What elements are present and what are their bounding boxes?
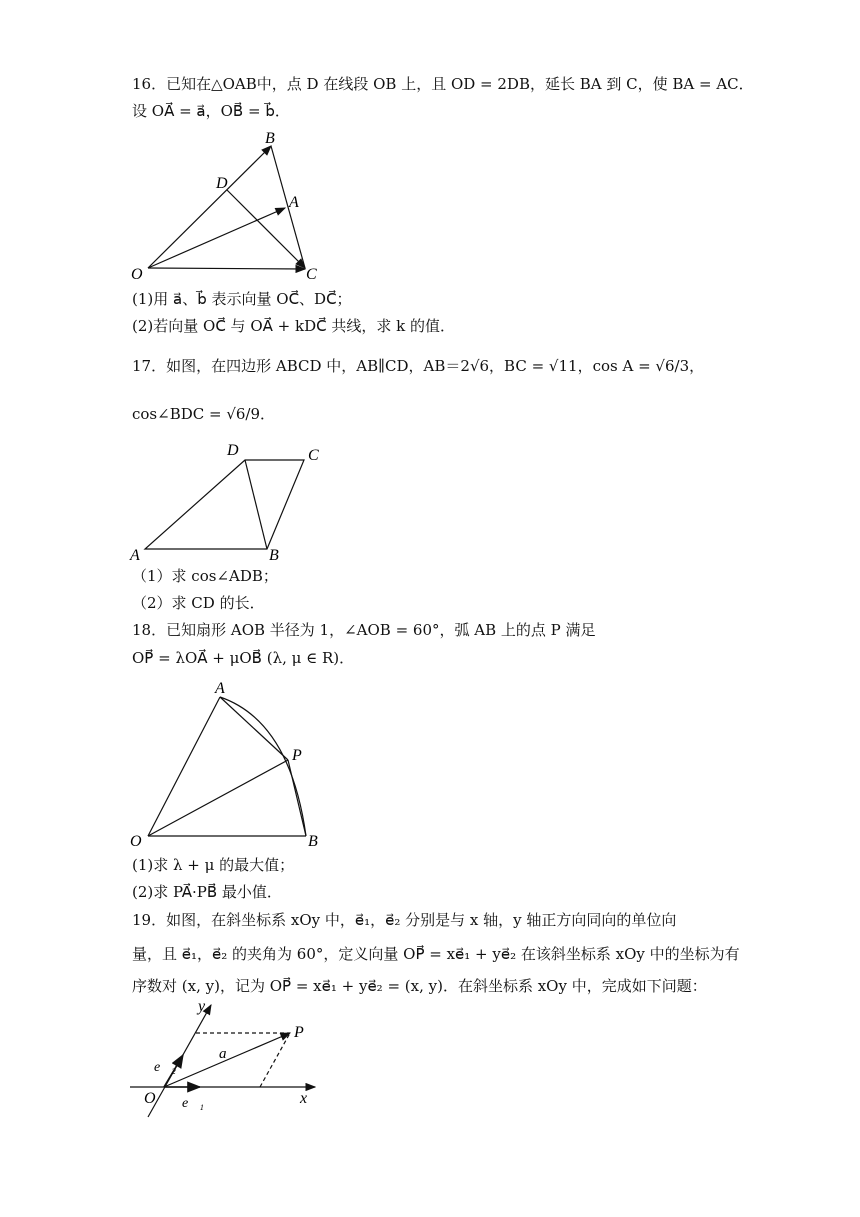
- label-a: A: [215, 680, 225, 697]
- q18-stem-line1: 18．已知扇形 AOB 半径为 1，∠AOB = 60°，弧 AB 上的点 P 满足: [132, 621, 596, 639]
- q16-stem-line1: 16．已知在△OAB中，点 D 在线段 OB 上，且 OD = 2DB，延长 BA 到 C，使 BA = AC．: [132, 75, 754, 93]
- label-c: C: [306, 266, 317, 283]
- label-o: O: [130, 833, 142, 850]
- label-a: A: [289, 194, 299, 211]
- diagonal-bd: [245, 460, 267, 549]
- q17-part1: （1）求 cos∠ADB；: [132, 567, 278, 585]
- q16-triangle-figure: [120, 125, 340, 285]
- label-e1: e⃗₁: [182, 1096, 204, 1111]
- quadrilateral-abcd: [145, 460, 304, 549]
- label-o: O: [131, 266, 143, 283]
- q17-quadrilateral-figure: [120, 438, 340, 568]
- label-d: D: [216, 175, 228, 192]
- segment-pa: [220, 697, 288, 760]
- label-b: B: [269, 547, 279, 564]
- label-d: D: [227, 442, 239, 459]
- q18-sector-figure: [120, 676, 340, 856]
- segment-op: [148, 760, 288, 836]
- label-c: C: [308, 447, 319, 464]
- vector-ob-segment: [148, 146, 271, 268]
- label-y: y: [198, 998, 206, 1015]
- radius-oa: [148, 697, 220, 836]
- q18-stem-line2: OP⃗ = λOA⃗ + μOB⃗ (λ, μ ∈ R)．: [132, 649, 355, 667]
- q19-oblique-coordinate-figure: [120, 995, 340, 1120]
- label-p: P: [294, 1024, 304, 1041]
- label-b: B: [308, 833, 318, 850]
- label-e2: e⃗₂: [154, 1060, 176, 1075]
- q17-stem-line1: 17．如图，在四边形 ABCD 中，AB∥CD，AB＝2√6，BC = √11，cos A = √6/3，: [132, 357, 705, 375]
- q19-stem-line1: 19．如图，在斜坐标系 xOy 中，e⃗₁，e⃗₂ 分别是与 x 轴，y 轴正方向同向的单位向: [132, 911, 677, 929]
- dashed-line-parallel-y: [260, 1033, 290, 1087]
- label-b: B: [265, 130, 275, 147]
- label-x: x: [300, 1090, 308, 1107]
- segment-bc: [271, 146, 305, 268]
- q17-stem-line2: cos∠BDC = √6/9．: [132, 405, 276, 423]
- q16-part1: (1)用 a⃗、b⃗ 表示向量 OC⃗、DC⃗；: [132, 290, 352, 308]
- q19-stem-line2: 量，且 e⃗₁，e⃗₂ 的夹角为 60°，定义向量 OP⃗ = xe⃗₁ + ye⃗₂ 在该斜坐标系 xOy 中的坐标为有: [132, 945, 740, 963]
- arc-ab: [220, 697, 306, 836]
- q18-part2: (2)求 PA⃗·PB⃗ 最小值．: [132, 883, 282, 901]
- q16-part2: (2)若向量 OC⃗ 与 OA⃗ + kDC⃗ 共线，求 k 的值．: [132, 317, 455, 335]
- label-o: O: [144, 1090, 156, 1107]
- label-a: a⃗: [219, 1046, 239, 1062]
- q18-part1: (1)求 λ + μ 的最大值；: [132, 856, 295, 874]
- q16-stem-line2: 设 OA⃗ = a⃗，OB⃗ = b⃗．: [132, 102, 290, 120]
- label-p: P: [292, 747, 302, 764]
- vector-oa-segment: [148, 208, 285, 268]
- vector-oc-segment: [148, 268, 305, 269]
- segment-pb: [288, 760, 306, 836]
- label-a: A: [130, 547, 140, 564]
- q19-stem-line3: 序数对 (x, y)，记为 OP⃗ = xe⃗₁ + ye⃗₂ = (x, y)．在斜坐标系 xOy 中，完成如下问题：: [132, 977, 707, 995]
- q17-part2: （2）求 CD 的长．: [132, 594, 265, 612]
